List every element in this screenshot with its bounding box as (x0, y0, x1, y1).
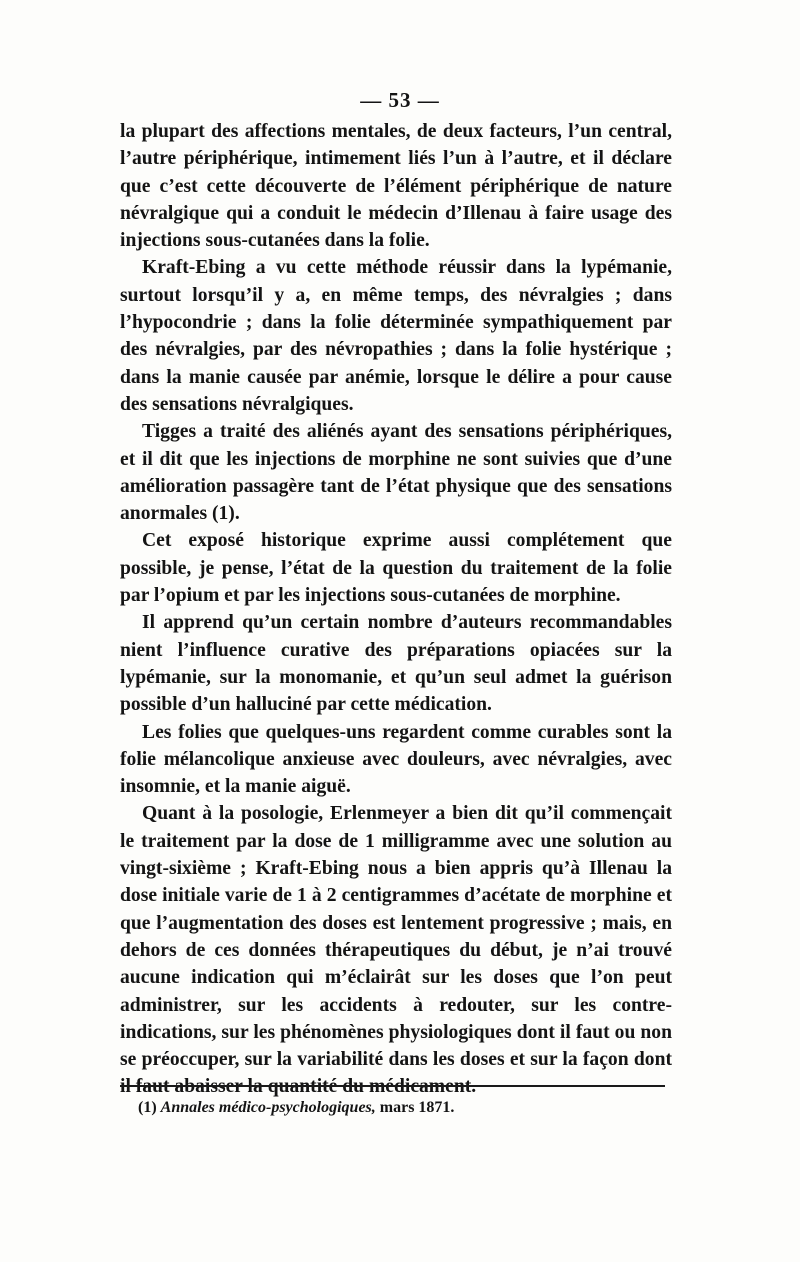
paragraph-folies-curables: Les folies que quelques-uns regardent comme curables sont la folie mélancolique anxieuse avec douleurs, avec névralgies, avec insomnie, et la manie aiguë. (120, 721, 672, 798)
footnote (138, 1098, 678, 1118)
paragraph-continuation: la plupart des affections mentales, de deux facteurs, l’un central, l’autre périphérique, intimement liés l’un à l’autre, et il déclare que c’est cette découverte de l’élément périphérique de nature névralgique qui a conduit le médecin d’Illenau à faire usage des injections sous-cutanées dans la folie. (120, 121, 672, 252)
footnote-date: mars 1871. (379, 1099, 455, 1116)
paragraph-posologie: Quant à la posologie, Erlenmeyer a bien dit qu’il commençait le traitement par la dose de 1 milligramme avec une solution au vingt-sixième ; Kraft-Ebing nous a bien appris qu’à Illenau la dose initiale varie de 1 à 2 centigrammes d’acétate de morphine et que l’augmentation des doses est lentement progressive ; mais, en dehors de ces données thérapeutiques du début, je n’ai trouvé aucune indication qui m’éclairât sur les doses que l’on peut administrer, sur les accidents à redouter, sur les contre-indications, sur les phénomènes physiologiques dont il faut ou non se préoccuper, sur la variabilité dans les doses et sur la façon dont il faut abaisser la quantité du médicament. (120, 803, 672, 1098)
body-text (120, 118, 672, 1101)
footnote-divider (120, 1085, 665, 1087)
footnote-marker: (1) (138, 1099, 157, 1116)
paragraph-expose-historique: Cet exposé historique exprime aussi complétement que possible, je pense, l’état de la question du traitement de la folie par l’opium et par les injections sous-cutanées de morphine. (120, 530, 672, 607)
paragraph-kraft-ebing: Kraft-Ebing a vu cette méthode réussir dans la lypémanie, surtout lorsqu’il y a, en même temps, des névralgies ; dans l’hypocondrie ; dans la folie déterminée sympathiquement par des névralgies, par des névropathies ; dans la folie hystérique ; dans la manie causée par anémie, lorsque le délire a pour cause des sensations névralgiques. (120, 257, 672, 415)
paragraph-tigges: Tigges a traité des aliénés ayant des sensations périphériques, et il dit que les injections de morphine ne sont suivies que d’une amélioration passagère tant de l’état physique que des sensations anormales (1). (120, 421, 672, 525)
paragraph-auteurs: Il apprend qu’un certain nombre d’auteurs recommandables nient l’influence curative des préparations opiacées sur la lypémanie, sur la monomanie, et qu’un seul admet la guérison possible d’un halluciné par cette médication. (120, 612, 672, 716)
footnote-source: Annales médico-psychologiques, (160, 1099, 376, 1116)
page-number: — 53 — (360, 88, 440, 112)
